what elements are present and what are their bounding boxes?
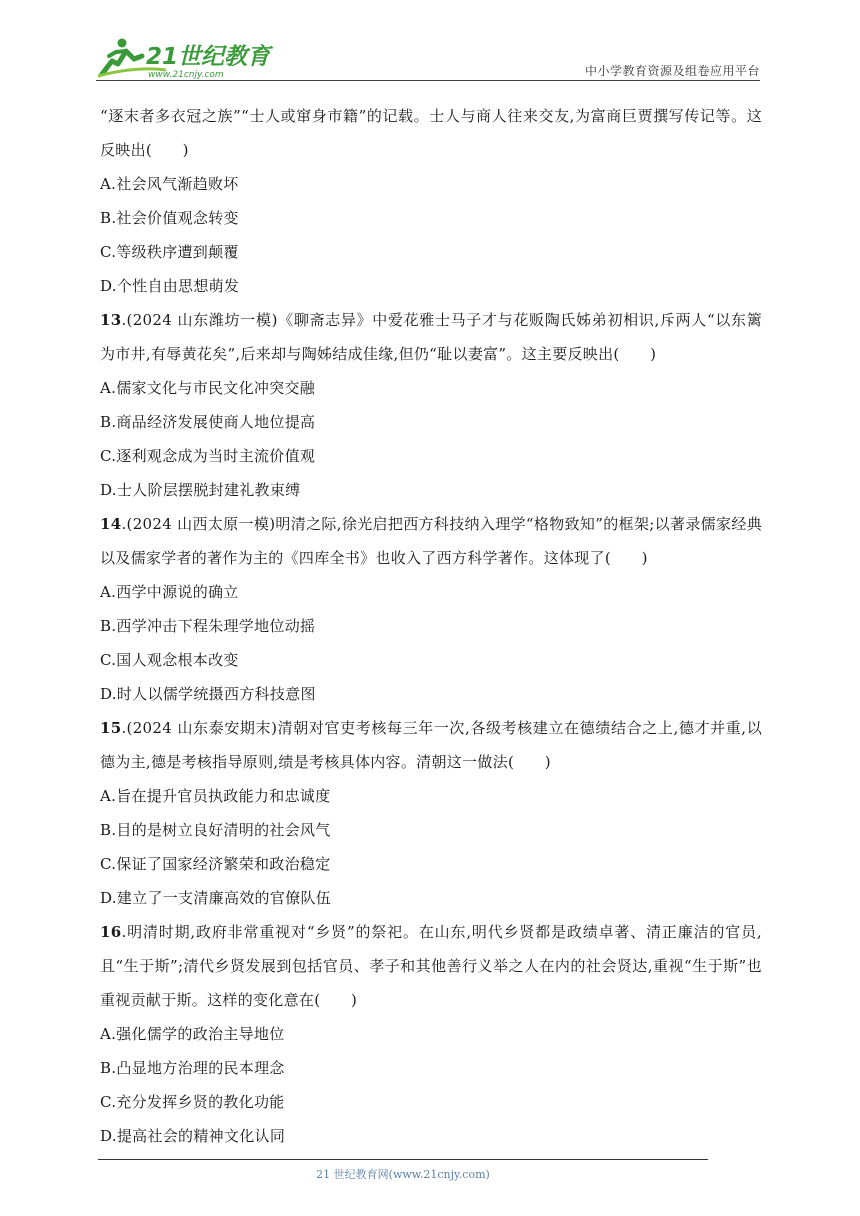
question-number: 16	[100, 923, 122, 941]
header-divider	[96, 80, 760, 81]
option-c[interactable]: C.国人观念根本改变	[100, 651, 239, 669]
question-15	[100, 711, 762, 915]
question-stem	[100, 507, 762, 575]
question-stem	[100, 915, 762, 1017]
site-logo[interactable]	[96, 34, 276, 80]
option-c[interactable]: C.逐利观念成为当时主流价值观	[100, 447, 316, 465]
question-stem	[100, 711, 762, 779]
question-stem: “逐末者多衣冠之族”“士人或窜身市籍”的记载。士人与商人往来交友,为富商巨贾撰写传记等。这反映出( )	[100, 107, 762, 159]
logo-url: www.21cnjy.com	[148, 70, 224, 80]
question-12-continued	[100, 99, 762, 303]
question-13	[100, 303, 762, 507]
option-a[interactable]: A.强化儒学的政治主导地位	[100, 1025, 285, 1043]
option-c[interactable]: C.充分发挥乡贤的教化功能	[100, 1093, 285, 1111]
question-number: 15	[100, 719, 122, 737]
option-d[interactable]: D.时人以儒学统摄西方科技意图	[100, 685, 316, 703]
option-a[interactable]: A.儒家文化与市民文化冲突交融	[100, 379, 316, 397]
page-header	[96, 34, 760, 84]
question-text: .(2024 山西太原一模)明清之际,徐光启把西方科技纳入理学“格物致知”的框架;以著录儒家经典以及儒家学者的著作为主的《四库全书》也收入了西方科学著作。这体现了( )	[100, 515, 762, 567]
question-list	[100, 99, 762, 1153]
option-d[interactable]: D.提高社会的精神文化认同	[100, 1127, 286, 1145]
option-c[interactable]: C.等级秩序遭到颠覆	[100, 243, 239, 261]
question-text: .(2024 山东潍坊一模)《聊斋志异》中爱花雅士马子才与花贩陶氏姊弟初相识,斥两人“以东篱为市井,有辱黄花矣”,后来却与陶姊结成佳缘,但仍“耻以妻富”。这主要反映出( )	[100, 311, 762, 363]
option-b[interactable]: B.目的是树立良好清明的社会风气	[100, 821, 331, 839]
footer-link[interactable]: 21 世纪教育网(www.21cnjy.com)	[316, 1168, 490, 1181]
question-text: .(2024 山东泰安期末)清朝对官吏考核每三年一次,各级考核建立在德绩结合之上,德才并重,以德为主,德是考核指导原则,绩是考核具体内容。清朝这一做法( )	[100, 719, 762, 771]
question-16	[100, 915, 762, 1153]
logo-title: 21世纪教育	[146, 44, 271, 70]
option-d[interactable]: D.士人阶层摆脱封建礼教束缚	[100, 481, 301, 499]
question-number: 14	[100, 515, 122, 533]
site-name: 中小学教育资源及组卷应用平台	[584, 64, 760, 78]
option-c[interactable]: C.保证了国家经济繁荣和政治稳定	[100, 855, 331, 873]
option-b[interactable]: B.西学冲击下程朱理学地位动摇	[100, 617, 316, 635]
option-b[interactable]: B.社会价值观念转变	[100, 209, 239, 227]
question-stem	[100, 303, 762, 371]
option-d[interactable]: D.建立了一支清廉高效的官僚队伍	[100, 889, 332, 907]
option-a[interactable]: A.西学中源说的确立	[100, 583, 239, 601]
option-b[interactable]: B.商品经济发展使商人地位提高	[100, 413, 316, 431]
option-a[interactable]: A.社会风气渐趋败坏	[100, 175, 239, 193]
option-a[interactable]: A.旨在提升官员执政能力和忠诚度	[100, 787, 331, 805]
option-b[interactable]: B.凸显地方治理的民本理念	[100, 1059, 285, 1077]
footer-divider	[98, 1159, 708, 1160]
question-number: 13	[100, 311, 122, 329]
question-14	[100, 507, 762, 711]
question-text: .明清时期,政府非常重视对“乡贤”的祭祀。在山东,明代乡贤都是政绩卓著、清正廉洁的官员,且“生于斯”;清代乡贤发展到包括官员、孝子和其他善行义举之人在内的社会贤达,重视“生于斯”也重视贡献于斯。这样的变化意在( )	[100, 923, 762, 1009]
option-d[interactable]: D.个性自由思想萌发	[100, 277, 240, 295]
